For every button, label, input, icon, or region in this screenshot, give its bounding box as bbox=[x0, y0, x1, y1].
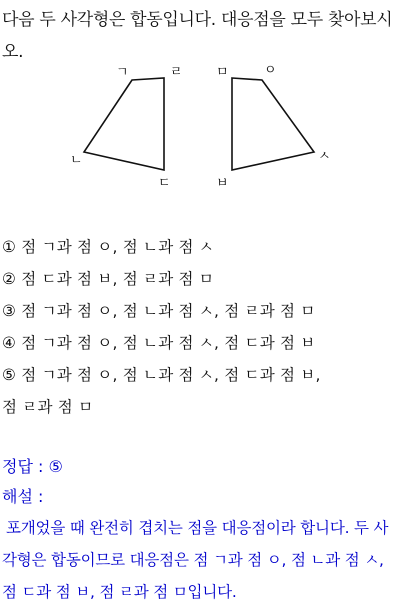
choice-2[interactable]: ② 점 ㄷ과 점 ㅂ, 점 ㄹ과 점 ㅁ bbox=[2, 270, 214, 288]
explanation-text: 포개었을 때 완전히 겹치는 점을 대응점이라 합니다. 두 사각형은 합동이므로 대응점은 점 ㄱ과 점 ㅇ, 점 ㄴ과 점 ㅅ, 점 ㄷ과 점 ㅂ, 점 ㄹ과 점 ㅁ입니다. bbox=[2, 519, 389, 601]
label-giyeok: ㄱ bbox=[116, 65, 129, 80]
left-quadrilateral bbox=[84, 78, 164, 170]
label-nieun: ㄴ bbox=[70, 153, 83, 168]
label-bieup: ㅂ bbox=[216, 176, 229, 190]
choice-list bbox=[2, 231, 398, 423]
label-rieul: ㄹ bbox=[170, 65, 183, 80]
choice-3[interactable]: ③ 점 ㄱ과 점 ㅇ, 점 ㄴ과 점 ㅅ, 점 ㄹ과 점 ㅁ bbox=[2, 302, 316, 320]
choice-1[interactable]: ① 점 ㄱ과 점 ㅇ, 점 ㄴ과 점 ㅅ bbox=[2, 238, 214, 256]
label-siot: ㅅ bbox=[318, 149, 331, 164]
choice-4[interactable]: ④ 점 ㄱ과 점 ㅇ, 점 ㄴ과 점 ㅅ, 점 ㄷ과 점 ㅂ bbox=[2, 334, 316, 352]
question-text: 다음 두 사각형은 합동입니다. 대응점을 모두 찾아보시오. bbox=[2, 10, 393, 62]
choice-5-continuation: 점 ㄹ과 점 ㅁ bbox=[2, 398, 94, 416]
label-mieum: ㅁ bbox=[216, 65, 229, 80]
label-digeut: ㄷ bbox=[158, 176, 171, 190]
answer-label: 정답 : ⑤ bbox=[2, 457, 63, 476]
explanation-label: 해설 : bbox=[2, 487, 44, 506]
label-ieung: ㅇ bbox=[264, 63, 277, 78]
answer-block bbox=[2, 452, 398, 608]
congruent-quadrilaterals-figure bbox=[0, 60, 400, 190]
right-quadrilateral bbox=[232, 78, 314, 170]
choice-5[interactable]: ⑤ 점 ㄱ과 점 ㅇ, 점 ㄴ과 점 ㅅ, 점 ㄷ과 점 ㅂ, bbox=[2, 366, 321, 384]
